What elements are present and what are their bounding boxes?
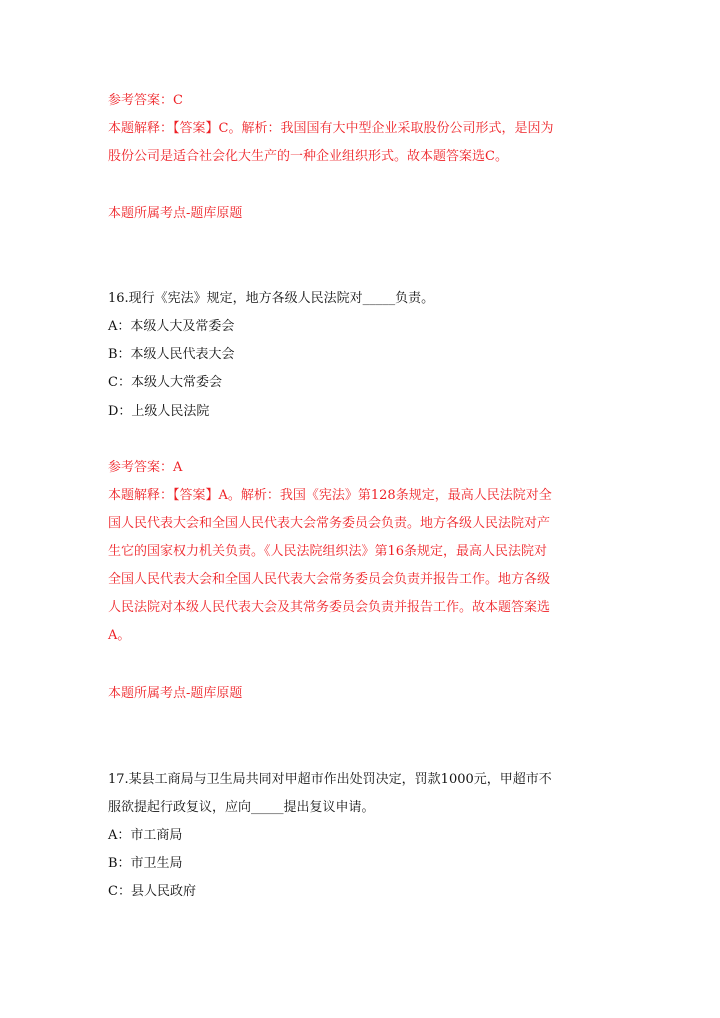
- explanation-line: 生它的国家权力机关负责。《人民法院组织法》第16条规定，最高人民法院对: [108, 544, 548, 559]
- source-note: 本题所属考点-题库原题: [108, 686, 243, 701]
- source-note: 本题所属考点-题库原题: [108, 206, 243, 221]
- option-b: B：本级人民代表大会: [108, 347, 235, 362]
- option-a: A：本级人大及常委会: [108, 319, 235, 334]
- option-a: A：市工商局: [108, 828, 183, 843]
- explanation-line: 国人民代表大会和全国人民代表大会常务委员会负责。地方各级人民法院对产: [108, 516, 551, 531]
- answer-line: 参考答案：C: [108, 93, 183, 108]
- option-c: C：县人民政府: [108, 884, 196, 899]
- explanation-line: 人民法院对本级人民代表大会及其常务委员会负责并报告工作。故本题答案选: [108, 600, 551, 615]
- option-d: D：上级人民法院: [108, 404, 210, 419]
- option-b: B：市卫生局: [108, 856, 183, 871]
- question-stem: 16.现行《宪法》规定，地方各级人民法院对_____负责。: [108, 291, 435, 306]
- explanation-line: 本题解释：【答案】C。解析：我国国有大中型企业采取股份公司形式，是因为: [108, 121, 554, 136]
- explanation-line: 本题解释：【答案】A。解析：我国《宪法》第128条规定，最高人民法院对全: [108, 488, 552, 503]
- explanation-line: 全国人民代表大会和全国人民代表大会常务委员会负责并报告工作。地方各级: [108, 572, 551, 587]
- explanation-line: 股份公司是适合社会化大生产的一种企业组织形式。故本题答案选C。: [108, 149, 508, 164]
- question-stem: 服欲提起行政复议，应向_____提出复议申请。: [108, 800, 375, 815]
- option-c: C：本级人大常委会: [108, 375, 222, 390]
- explanation-line: A。: [108, 628, 131, 643]
- answer-line: 参考答案：A: [108, 460, 183, 475]
- question-stem: 17.某县工商局与卫生局共同对甲超市作出处罚决定，罚款1000元，甲超市不: [108, 772, 552, 787]
